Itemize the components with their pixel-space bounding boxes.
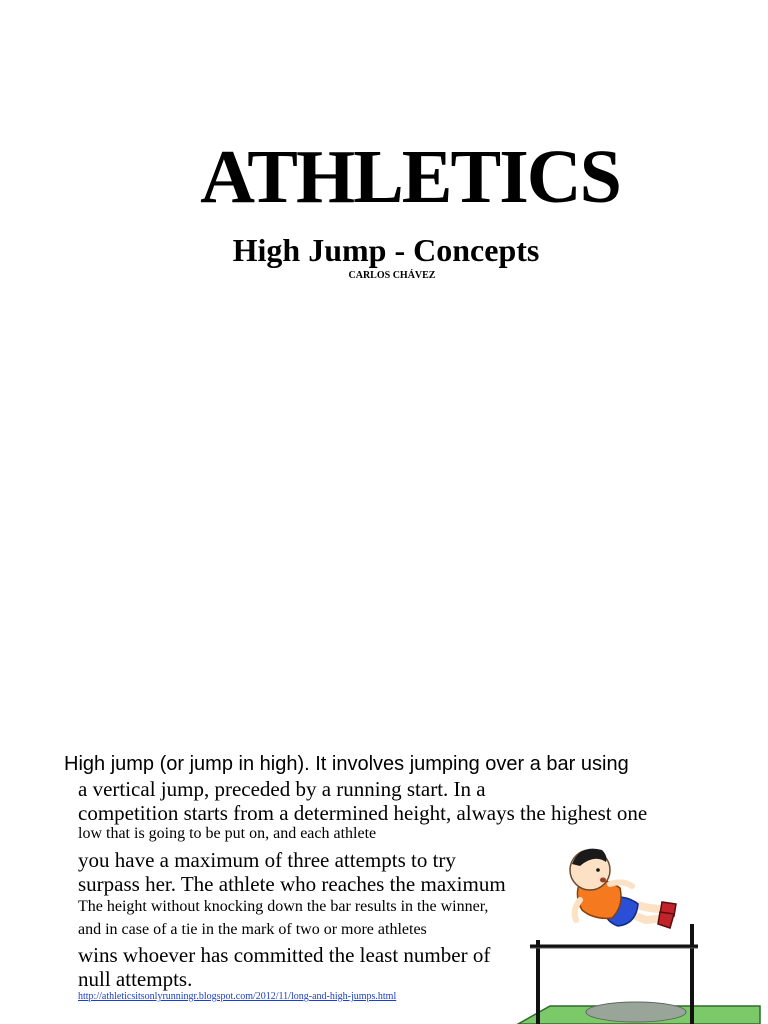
document-subtitle: High Jump - Concepts bbox=[232, 232, 540, 268]
paragraph-line-9: wins whoever has committed the least number of bbox=[78, 943, 491, 967]
paragraph-line-2: a vertical jump, preceded by a running start. In a bbox=[78, 777, 486, 801]
paragraph-line-10: null attempts. bbox=[78, 967, 193, 991]
paragraph-line-6: surpass her. The athlete who reaches the maximum bbox=[78, 872, 506, 896]
source-link[interactable]: http://athleticsitsonlyrunningr.blogspot.com/2012/11/long-and-high-jumps.html bbox=[78, 991, 397, 1002]
paragraph-line-3: competition starts from a determined height, always the highest one bbox=[78, 801, 648, 825]
paragraph-line-4: low that is going to be put on, and each athlete bbox=[78, 825, 377, 842]
paragraph-line-1: High jump (or jump in high). It involves jumping over a bar using bbox=[64, 753, 629, 775]
landing-mat bbox=[518, 1002, 760, 1024]
jumper-figure bbox=[570, 849, 676, 928]
author-name: CARLOS CHÁVEZ bbox=[348, 270, 436, 281]
paragraph-line-7: The height without knocking down the bar results in the winner, bbox=[78, 898, 489, 915]
paragraph-line-8: and in case of a tie in the mark of two or more athletes bbox=[78, 921, 427, 938]
high-jumper-icon bbox=[510, 836, 768, 1024]
document-title: ATHLETICS bbox=[200, 135, 620, 219]
paragraph-line-5: you have a maximum of three attempts to try bbox=[78, 848, 456, 872]
